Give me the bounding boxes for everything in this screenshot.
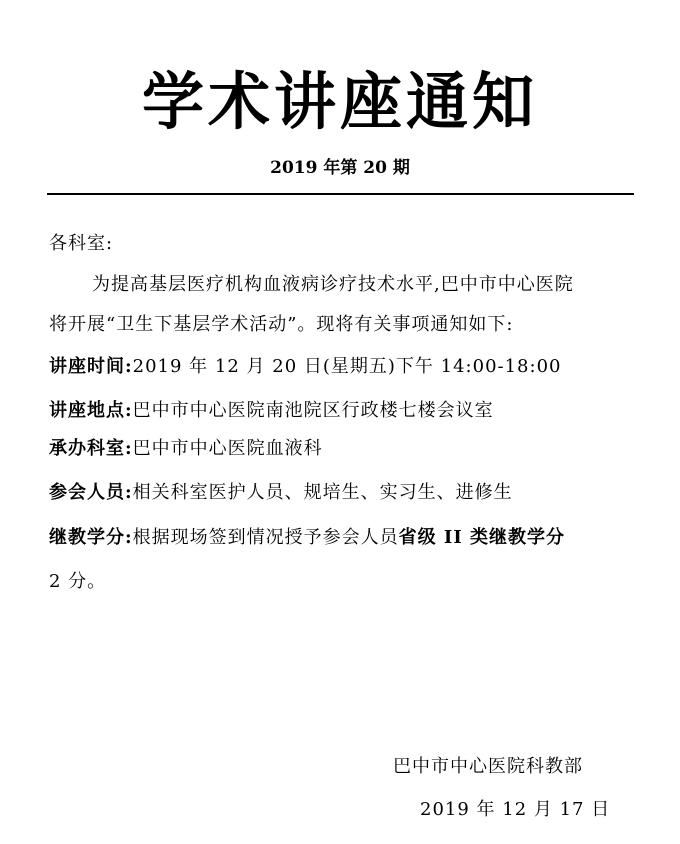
salutation: 各科室: bbox=[49, 233, 114, 254]
detail-department-value: 巴中市中心医院血液科 bbox=[132, 438, 323, 459]
signature-date: 2019 年 12 月 17 日 bbox=[420, 799, 611, 820]
detail-credit bbox=[49, 525, 565, 551]
notice-title: 学术讲座通知 bbox=[141, 65, 538, 138]
detail-credit-end: 2 分。 bbox=[49, 571, 107, 592]
intro-line-2: 将开展“卫生下基层学术活动”。现将有关事项通知如下: bbox=[49, 314, 514, 335]
detail-time bbox=[49, 354, 561, 380]
detail-department-label: 承办科室: bbox=[49, 438, 133, 459]
header-divider bbox=[47, 193, 634, 195]
detail-location bbox=[49, 398, 494, 424]
detail-department bbox=[49, 436, 323, 462]
detail-credit-highlight: 省级 II 类继教学分 bbox=[398, 527, 566, 548]
detail-location-label: 讲座地点: bbox=[49, 400, 133, 421]
detail-time-value: 2019 年 12 月 20 日(星期五)下午 14:00-18:00 bbox=[132, 356, 562, 377]
signature-org: 巴中市中心医院科教部 bbox=[393, 756, 583, 777]
detail-time-label: 讲座时间: bbox=[49, 356, 133, 377]
detail-credit-value: 根据现场签到情况授予参会人员 bbox=[132, 527, 399, 548]
detail-attendees-label: 参会人员: bbox=[49, 482, 133, 503]
detail-attendees-value: 相关科室医护人员、规培生、实习生、进修生 bbox=[132, 482, 513, 503]
detail-credit-label: 继教学分: bbox=[49, 527, 133, 548]
issue-number: 2019 年第 20 期 bbox=[270, 158, 410, 178]
detail-attendees bbox=[49, 480, 513, 506]
detail-location-value: 巴中市中心医院南池院区行政楼七楼会议室 bbox=[132, 400, 494, 421]
intro-line-1: 为提高基层医疗机构血液病诊疗技术水平,巴中市中心医院 bbox=[92, 274, 574, 295]
